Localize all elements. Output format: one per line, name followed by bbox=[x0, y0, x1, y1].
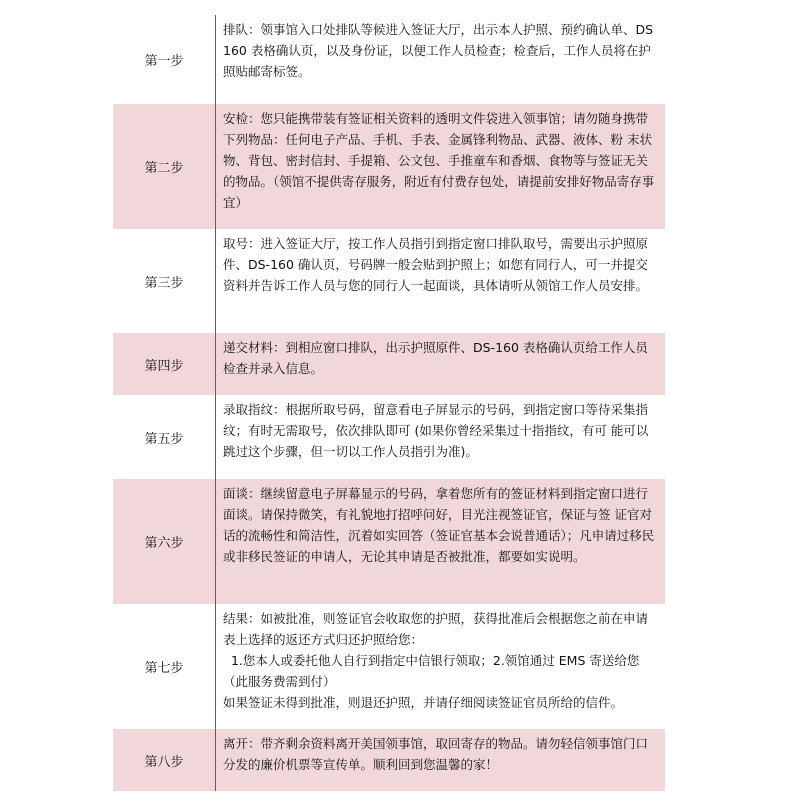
step-text: 取号：进入签证大厅，按工作人员指引到指定窗口排队取号，需要出示护照原件、DS-160 确认页，号码牌一般会贴到护照上；如您有同行人，可一并提交资料并告诉工作人员与您的同行人一起面谈，具体请听从领馆工作人员安排。 bbox=[223, 236, 649, 293]
step-label: 第五步 bbox=[113, 395, 216, 479]
step-label: 第一步 bbox=[113, 15, 216, 104]
step-row-2 bbox=[113, 104, 665, 229]
step-row-6 bbox=[113, 479, 665, 604]
step-text: 递交材料：到相应窗口排队，出示护照原件、DS-160 表格确认页给工作人员检查并录入信息。 bbox=[223, 340, 648, 376]
step-text: 排队：领事馆入口处排队等候进入签证大厅，出示本人护照、预约确认单、DS160 表格确认页，以及身份证，以便工作人员检查；检查后，工作人员将在护照贴邮寄标签。 bbox=[223, 22, 654, 79]
step-row-8 bbox=[113, 729, 665, 791]
step-label: 第二步 bbox=[113, 104, 216, 229]
step-label: 第七步 bbox=[113, 604, 216, 729]
step-text: 录取指纹：根据所取号码，留意看电子屏显示的号码，到指定窗口等待采集指纹；有时无需取号，依次排队即可 (如果你曾经采集过十指指纹，有可 能可以跳过这个步骤，但一切以工作人员指引为准)。 bbox=[223, 402, 649, 459]
step-row-5 bbox=[113, 395, 665, 479]
step-text: 结果：如被批准，则签证官会收取您的护照，获得批准后会根据您之前在申请表上选择的返还方式归还护照给您： 1.您本人或委托他人自行到指定中信银行领取；2.领馆通过 EMS 寄送给您（此服务费需到付） 如果签证未得到批准，则退还护照，并请仔细阅读签证官员所给的信件。 bbox=[223, 611, 649, 710]
steps-table bbox=[113, 15, 665, 791]
step-row-7 bbox=[113, 604, 665, 729]
step-row-1 bbox=[113, 15, 665, 104]
step-text: 安检：您只能携带装有签证相关资料的透明文件袋进入领事馆；请勿随身携带下列物品：任何电子产品、手机、手表、金属锋利物品、武器、液体、粉 末状物、背包、密封信封、手提箱、公文包、手推童车和香烟、食物等与签证无关的物品。（领馆不提供寄存服务，附近有付费存包处，请提前安排好物品寄存事宜） bbox=[223, 111, 655, 210]
step-label: 第三步 bbox=[113, 229, 216, 333]
step-text: 面谈：继续留意电子屏幕显示的号码，拿着您所有的签证材料到指定窗口进行面谈。请保持微笑，有礼貌地打招呼问好，目光注视签证官，保证与签 证官对话的流畅性和简洁性，沉着如实回答（签证官基本会说普通话）；凡申请过移民或非移民签证的申请人，无论其申请是否被批准，都要如实说明。 bbox=[223, 486, 655, 564]
step-label: 第六步 bbox=[113, 479, 216, 604]
step-text: 离开：带齐剩余资料离开美国领事馆，取回寄存的物品。请勿轻信领事馆门口分发的廉价机票等宣传单。顺利回到您温馨的家！ bbox=[223, 736, 649, 772]
step-label: 第四步 bbox=[113, 333, 216, 395]
step-row-4 bbox=[113, 333, 665, 395]
step-label: 第八步 bbox=[113, 729, 216, 791]
step-row-3 bbox=[113, 229, 665, 333]
